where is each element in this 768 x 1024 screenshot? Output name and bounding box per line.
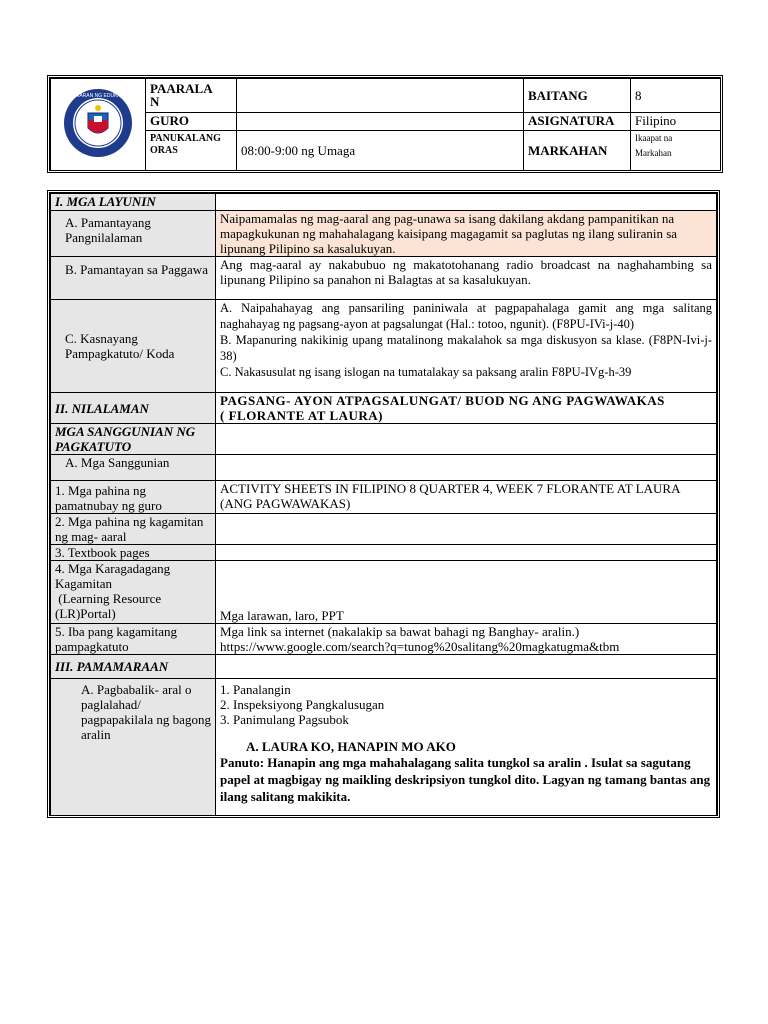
asignatura-value: Filipino <box>631 113 721 131</box>
pamantayan-paggawa-text: Ang mag-aaral ay nakabubuo ng makatotohanang radio broadcast na naghahambing sa lipunang Pilipino sa panahon ni Balagtas at sa kasalukuyan. <box>216 257 717 300</box>
baitang-value: 8 <box>631 79 721 113</box>
layunin-empty <box>216 194 717 211</box>
activity-title: A. LAURA KO, HANAPIN MO AKO <box>246 739 456 754</box>
lesson-plan-table <box>47 190 720 818</box>
guro-value <box>237 113 524 131</box>
kasanayan-a: A. Naipahahayag ang pansariling paniniwala at pagpapahalaga gamit ang mga salitang naghahayag ng pagsang-ayon at pagsalungat (Hal.: totoo, ngunit). (F8PU-IVi-j-40) <box>220 301 712 331</box>
step-panimulang-pagsubok: 3. Panimulang Pagsubok <box>220 712 349 727</box>
layunin-heading: I. MGA LAYUNIN <box>51 194 216 211</box>
header-grid <box>50 78 721 171</box>
pahina-guro-label: 1. Mga pahina ng pamatnubay ng guro <box>51 481 216 514</box>
oras-value: 08:00-9:00 ng Umaga <box>237 131 524 171</box>
lesson-plan-grid <box>50 193 717 816</box>
paaralan-label: PAARALA N <box>146 79 237 113</box>
markahan-value-line-2: Markahan <box>635 148 672 158</box>
pamantayang-pangnilalaman-label: A. Pamantayang Pangnilalaman <box>51 211 216 257</box>
guro-label: GURO <box>146 113 237 131</box>
nilalaman-line-1: PAGSANG- AYON ATPAGSALUNGAT/ BUOD NG ANG PAGWAWAKAS <box>220 393 665 408</box>
panuto-text: Panuto: Hanapin ang mga mahahalagang salita tungkol sa aralin . Isulat sa sagutang papel at magbigay ng maikling deskripsiyon tungkol dito. Lagyan ng tamang bantas ang ilang salitang makikita. <box>220 755 711 804</box>
asignatura-label: ASIGNATURA <box>524 113 631 131</box>
pamantayan-paggawa-label: B. Pamantayan sa Paggawa <box>51 257 216 300</box>
karagdagang-label-line-1: 4. Mga Karagadagang Kagamitan <box>55 561 171 591</box>
pahina-magaaral-value <box>216 514 717 545</box>
kasanayan-label: C. Kasnayang Pampagkatuto/ Koda <box>51 300 216 393</box>
kasanayan-c: C. Nakasusulat ng isang islogan na tumatalakay sa paksang aralin F8PU-IVg-h-39 <box>220 365 632 379</box>
iba-link[interactable]: https://www.google.com/search?q=tunog%20salitang%20magkatugma&tbm <box>220 639 620 654</box>
header-table <box>47 75 723 173</box>
mga-sanggunian-label: A. Mga Sanggunian <box>51 455 216 481</box>
iba-value <box>216 624 717 655</box>
nilalaman-heading: II. NILALAMAN <box>51 393 216 424</box>
step-inspeksiyon: 2. Inspeksiyong Pangkalusugan <box>220 697 385 712</box>
pagbabalik-content <box>216 679 717 816</box>
textbook-label: 3. Textbook pages <box>51 545 216 561</box>
iba-value-line-1: Mga link sa internet (nakalakip sa bawat bahagi ng Banghay- aralin.) <box>220 624 580 639</box>
baitang-label: BAITANG <box>524 79 631 113</box>
kasanayan-text <box>216 300 717 393</box>
markahan-value <box>631 131 721 171</box>
deped-seal-logo <box>61 86 135 160</box>
paaralan-value <box>237 79 524 113</box>
karagdagang-label-line-2: (Learning Resource (LR)Portal) <box>55 591 165 621</box>
nilalaman-line-2: ( FLORANTE AT LAURA) <box>220 408 384 423</box>
pamamaraan-heading: III. PAMAMARAAN <box>51 655 216 679</box>
svg-text:KAGAWARAN NG EDUKASYON: KAGAWARAN NG EDUKASYON <box>61 92 135 99</box>
nilalaman-text <box>216 393 717 424</box>
textbook-value <box>216 545 717 561</box>
markahan-label: MARKAHAN <box>524 131 631 171</box>
step-panalangin: 1. Panalangin <box>220 682 291 697</box>
pamamaraan-empty <box>216 655 717 679</box>
sanggunian-empty <box>216 424 717 455</box>
deped-logo-cell <box>51 79 146 171</box>
kasanayan-b: B. Mapanuring nakikinig upang matalinong makalahok sa mga diskusyon sa klase. (F8PN-Ivi-j-38) <box>220 333 712 363</box>
iba-label: 5. Iba pang kagamitang pampagkatuto <box>51 624 216 655</box>
oras-label: PANUKALANG ORAS <box>146 131 237 171</box>
pahina-magaaral-label: 2. Mga pahina ng kagamitan ng mag- aaral <box>51 514 216 545</box>
sanggunian-heading: MGA SANGGUNIAN NG PAGKATUTO <box>51 424 216 455</box>
mga-sanggunian-empty <box>216 455 717 481</box>
karagdagang-value: Mga larawan, laro, PPT <box>216 561 717 624</box>
pahina-guro-value: ACTIVITY SHEETS IN FILIPINO 8 QUARTER 4, WEEK 7 FLORANTE AT LAURA (ANG PAGWAWAKAS) <box>216 481 717 514</box>
karagdagang-label <box>51 561 216 624</box>
pamantayang-pangnilalaman-text: Naipamamalas ng mag-aaral ang pag-unawa sa isang dakilang akdang pampanitikan na mapagkukunan ng mahahalagang kaisipang magagamit sa paglutas ng ilang suliranin sa lipunang Pilipino sa kasalukuyan. <box>216 211 717 257</box>
pagbabalik-label: A. Pagbabalik- aral o paglalahad/ pagpapakilala ng bagong aralin <box>51 679 216 816</box>
markahan-value-line-1: Ikaapat na <box>635 133 673 143</box>
